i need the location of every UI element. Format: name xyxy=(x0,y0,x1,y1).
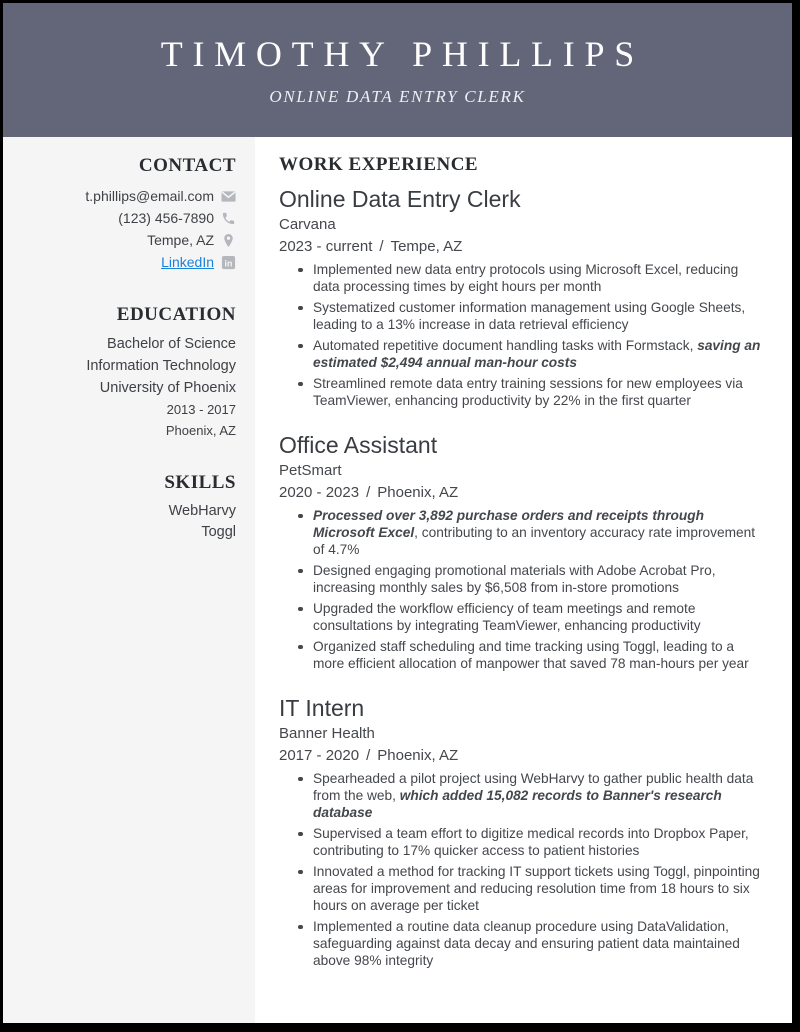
job-bullets xyxy=(279,770,762,969)
contact-item xyxy=(21,229,236,251)
bullet-text-emphasis: saving an estimated $2,494 annual man-hour costs xyxy=(313,338,761,370)
bullet-text: Implemented a routine data cleanup procedure using DataValidation, safeguarding against data decay and ensuring patient data maintained above 98% integrity xyxy=(313,919,740,968)
email-icon xyxy=(221,189,236,204)
job-meta xyxy=(279,745,762,767)
job-bullets xyxy=(279,507,762,672)
education-degree: Bachelor of Science xyxy=(107,336,236,352)
job-bullet xyxy=(313,863,762,914)
education-dates: 2013 - 2017 xyxy=(166,402,236,417)
bullet-text: Designed engaging promotional materials with Adobe Acrobat Pro, increasing monthly sales by $6,508 from in-store promotions xyxy=(313,563,716,595)
contact-list xyxy=(21,185,236,273)
bullet-text: Implemented new data entry protocols using Microsoft Excel, reducing data processing times by eight hours per month xyxy=(313,262,739,294)
candidate-name: TIMOTHY PHILLIPS xyxy=(160,34,644,74)
bullet-text: Automated repetitive document handling tasks with Formstack, xyxy=(313,338,698,353)
bullet-text: Systematized customer information management using Google Sheets, leading to a 13% increase in data retrieval efficiency xyxy=(313,300,746,332)
job-date-location-separator: / xyxy=(379,238,384,255)
work-experience-heading: WORK EXPERIENCE xyxy=(279,154,479,175)
work-experience-section xyxy=(255,137,792,1023)
contact-label: Tempe, AZ xyxy=(147,232,214,248)
bullet-text: Upgraded the workflow efficiency of team meetings and remote consultations by integrating TeamViewer, enhancing productivity xyxy=(313,601,701,633)
job-bullet xyxy=(313,507,762,558)
job-meta xyxy=(279,482,762,504)
resume-page xyxy=(3,3,792,1023)
linkedin-icon xyxy=(221,255,236,270)
job-bullet xyxy=(313,261,762,295)
sidebar xyxy=(3,137,255,1023)
bullet-text: Supervised a team effort to digitize medical records into Dropbox Paper, contributing to 17% quicker access to patient histories xyxy=(313,826,749,858)
skills-heading: SKILLS xyxy=(164,472,236,493)
bullet-text: Streamlined remote data entry training sessions for new employees via TeamViewer, enhancing productivity by 22% in the first quarter xyxy=(313,376,743,408)
contact-section xyxy=(21,155,236,273)
education-school: University of Phoenix xyxy=(99,380,236,396)
education-heading: EDUCATION xyxy=(116,304,236,325)
skill-item: WebHarvy xyxy=(168,503,236,519)
phone-icon xyxy=(221,211,236,226)
job-bullet xyxy=(313,770,762,821)
bullet-text: , contributing to an inventory accuracy rate improvement of 4.7% xyxy=(313,525,756,557)
job-dates: 2020 - 2023 xyxy=(279,484,360,501)
bullet-text: Spearheaded a pilot project using WebHarvy to gather public health data from the web, xyxy=(313,771,754,803)
location-icon xyxy=(221,233,236,248)
contact-heading: CONTACT xyxy=(138,155,236,176)
job-dates: 2023 - current xyxy=(279,238,373,255)
contact-label: t.phillips@email.com xyxy=(85,188,214,204)
education-location: Phoenix, AZ xyxy=(165,423,236,438)
job-entry xyxy=(279,185,762,409)
job-company: Banner Health xyxy=(279,725,375,742)
job-meta xyxy=(279,236,762,258)
skills-section xyxy=(21,472,236,543)
job-bullet xyxy=(313,600,762,634)
job-company: Carvana xyxy=(279,216,336,233)
job-date-location-separator: / xyxy=(366,747,371,764)
job-location: Tempe, AZ xyxy=(390,238,463,255)
bullet-text: Innovated a method for tracking IT support tickets using Toggl, pinpointing areas for improvement and reducing resolution time from 18 hours to six hours on average per ticket xyxy=(313,864,760,913)
job-bullet xyxy=(313,825,762,859)
job-bullet xyxy=(313,375,762,409)
job-date-location-separator: / xyxy=(366,484,371,501)
job-entry xyxy=(279,694,762,969)
job-location: Phoenix, AZ xyxy=(377,484,459,501)
job-title: Online Data Entry Clerk xyxy=(279,186,521,212)
job-dates: 2017 - 2020 xyxy=(279,747,360,764)
skills-list xyxy=(21,501,236,543)
linkedin-link[interactable]: LinkedIn xyxy=(161,254,214,270)
job-bullet xyxy=(313,562,762,596)
contact-item xyxy=(21,185,236,207)
job-list xyxy=(279,185,762,969)
candidate-title: ONLINE DATA ENTRY CLERK xyxy=(269,87,526,106)
job-bullet xyxy=(313,918,762,969)
bullet-text-emphasis: Processed over 3,892 purchase orders and receipts through Microsoft Excel xyxy=(313,508,705,540)
svg-text:in: in xyxy=(224,257,233,268)
job-company: PetSmart xyxy=(279,462,342,479)
job-title: Office Assistant xyxy=(279,432,438,458)
contact-label: (123) 456-7890 xyxy=(118,210,214,226)
education-field: Information Technology xyxy=(86,358,236,374)
contact-item xyxy=(21,207,236,229)
education-section xyxy=(21,304,236,441)
skill-item: Toggl xyxy=(201,524,236,540)
job-bullet xyxy=(313,638,762,672)
contact-item xyxy=(21,251,236,273)
resume-header xyxy=(3,3,792,137)
resume-body xyxy=(3,137,792,1023)
job-entry xyxy=(279,431,762,672)
job-bullet xyxy=(313,299,762,333)
bullet-text-emphasis: which added 15,082 records to Banner's research database xyxy=(313,788,722,820)
job-bullet xyxy=(313,337,762,371)
job-bullets xyxy=(279,261,762,409)
job-location: Phoenix, AZ xyxy=(377,747,459,764)
bullet-text: Organized staff scheduling and time tracking using Toggl, leading to a more efficient allocation of manpower that saved 78 man-hours per year xyxy=(313,639,749,671)
job-title: IT Intern xyxy=(279,695,365,721)
